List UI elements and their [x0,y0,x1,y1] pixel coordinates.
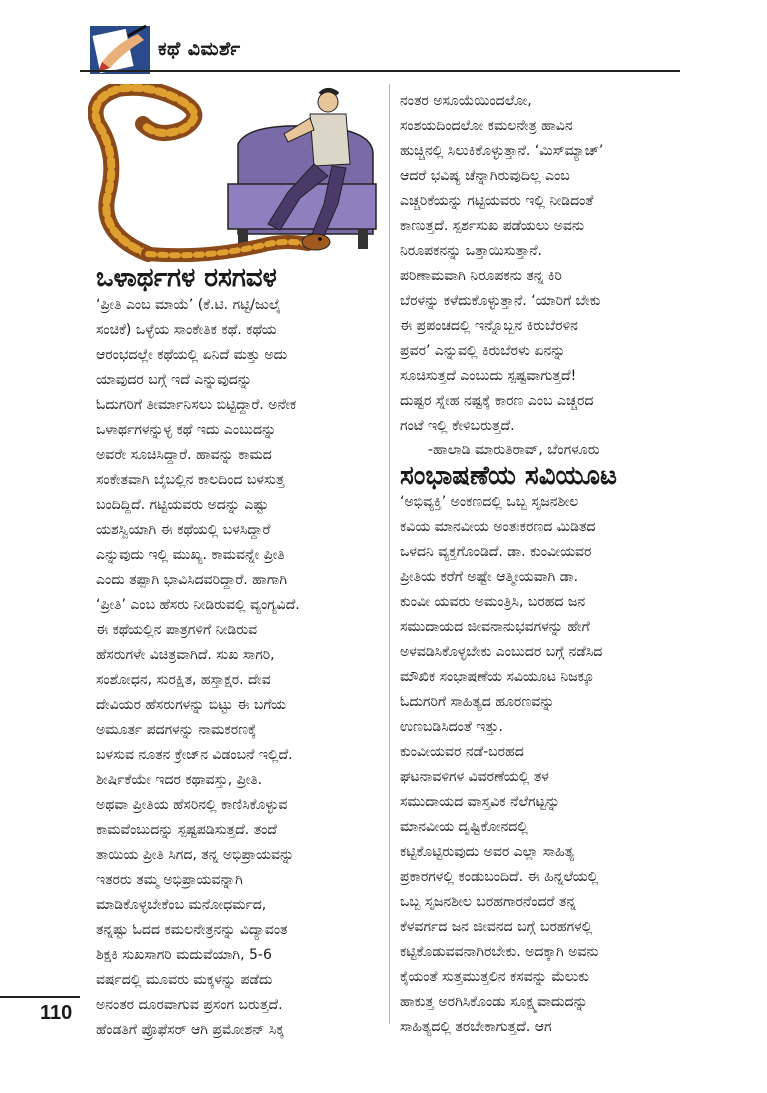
text-line: ಒಳಾರ್ಥಗಳನ್ನುಳ್ಳ ಕಥೆ ಇದು ಎಂಬುದನ್ನು [96,422,277,438]
text-line: ಸಂಚಿಕೆ) ಒಳ್ಳೆಯ ಸಾಂಕೇತಿಕ ಕಥೆ. ಕಥೆಯ [96,322,277,338]
text-line: ಪ್ರೀತಿಯ ಕರೆಗೆ ಅಷ್ಟೇ ಆತ್ಮೀಯವಾಗಿ ಡಾ. [400,569,579,585]
text-line: ಕಾಣುತ್ತದೆ. ಸ್ಪರ್ಶಸುಖ ಪಡೆಯಲು ಅವನು [400,218,585,234]
text-line: ಓದುಗರಿಗೆ ಸಾಹಿತ್ಯದ ಹೂರಣವನ್ನು [400,694,555,710]
text-line: ದುಷ್ಟರ ಸ್ನೇಹ ನಷ್ಟಕ್ಕೆ ಕಾರಣ ಎಂಬ ಎಚ್ಚರದ [400,393,594,409]
text-line: ಅಥವಾ ಪ್ರೀತಿಯ ಹೆಸರಿನಲ್ಲಿ ಕಾಣಿಸಿಕೊಳ್ಳುವ [96,797,288,813]
text-line: ಸೂಚಿಸುತ್ತದೆ ಎಂಬುದು ಸ್ಪಷ್ಟವಾಗುತ್ತದೆ! [400,368,577,384]
text-line: ಒಬ್ಬ ಸೃಜನಶೀಲ ಬರಹಗಾರನೆಂದರೆ ತನ್ನ [400,894,577,910]
article-body-continuation [400,89,603,439]
text-line: ಅವರೇ ಸೂಚಿಸಿದ್ದಾರೆ. ಹಾವನ್ನು ಕಾಮದ [96,447,272,463]
text-line: ಪ್ರವರ’ ಎನ್ನುವಲ್ಲಿ ಕಿರುಬೆರಳು ಏನನ್ನು [400,343,566,359]
text-line: ಅಮೂರ್ತ ಪದಗಳನ್ನು ನಾಮಕರಣಕ್ಕೆ [96,722,257,738]
text-line: ಹಾಕುತ್ತ ಅರಗಿಸಿಕೊಂಡು ಸೂಕ್ಷ್ಮವಾದುದನ್ನು [400,994,588,1010]
text-line: ತನ್ನಷ್ಟು ಓದದ ಕಮಲನೇತ್ರನನ್ನು ವಿದ್ಯಾವಂತ [96,922,288,938]
text-line: ಕೆಳವರ್ಗದ ಜನ ಜೀವನದ ಬಗ್ಗೆ ಬರಹಗಳಲ್ಲಿ [400,919,593,935]
text-line: ಬೆರಳನ್ನು ಕಳೆದುಕೊಳ್ಳುತ್ತಾನೆ. ‘ಯಾರಿಗೆ ಬೇಕು [400,293,601,309]
text-line: ಆದರೆ ಭವಿಷ್ಯ ಚೆನ್ನಾಗಿರುವುದಿಲ್ಲ ಎಂಬ [400,168,570,184]
text-line: ನಿರೂಪಕನನ್ನು ಒತ್ತಾಯಿಸುತ್ತಾನೆ. [400,243,542,259]
text-line: ಮಾನವೀಯ ದೃಷ್ಟಿಕೋನದಲ್ಲಿ [400,819,528,835]
article-heading: ಸಂಭಾಷಣೆಯ ಸವಿಯೂಟ [400,461,617,491]
text-line: ಎನ್ನುವುದು ಇಲ್ಲಿ ಮುಖ್ಯ. ಕಾಮವನ್ನೇ ಪ್ರೀತಿ [96,547,285,563]
text-line: ಕವಿಯ ಮಾನವೀಯ ಅಂತಃಕರಣದ ಮಿಡಿತದ [400,519,596,535]
text-line: ಕಟ್ಟಿಕೊಟ್ಟಿರುವುದು ಅವರ ಎಲ್ಲಾ ಸಾಹಿತ್ಯ [400,844,575,860]
text-line: ‘ಪ್ರೀತಿ’ ಎಂಬ ಹೆಸರು ನೀಡಿರುವಲ್ಲಿ ವ್ಯಂಗ್ಯವಿದೆ. [96,597,300,613]
text-line: ಗಂಟೆ ಇಲ್ಲಿ ಕೇಳಿಬರುತ್ತದೆ. [400,418,515,434]
text-line: ಸಂಶೋಧನ, ಸುರಕ್ಷಿತ, ಹಸ್ತಾಕ್ಷರ. ದೇವ [96,672,271,688]
text-line: ಯಶಸ್ವಿಯಾಗಿ ಈ ಕಥೆಯಲ್ಲಿ ಬಳಸಿದ್ದಾರೆ [96,522,271,538]
text-line: ಇತರರು ತಮ್ಮ ಅಭಿಪ್ರಾಯವನ್ನಾಗಿ [96,872,243,888]
text-line: ವರ್ಷದಲ್ಲಿ ಮೂವರು ಮಕ್ಕಳನ್ನು ಪಡೆದು [96,972,273,988]
text-line: ಆರಂಭದಲ್ಲೇ ಕಥೆಯಲ್ಲಿ ಏನಿದೆ ಮತ್ತು ಅದು [96,347,288,363]
text-line: ಪ್ರಕಾರಗಳಲ್ಲಿ ಕಂಡುಬಂದಿದೆ. ಈ ಹಿನ್ನಲೆಯಲ್ಲಿ [400,869,599,885]
text-line: ಬಂದಿದ್ದಿದೆ. ಗಟ್ಟಿಯವರು ಅದನ್ನು ಎಷ್ಟು [96,497,269,513]
text-line: ಎಂದು ತಪ್ಪಾಗಿ ಭಾವಿಸಿದವರಿದ್ದಾರೆ. ಹಾಗಾಗಿ [96,572,287,588]
page-number: 110 [40,1002,73,1024]
text-line: ಸಮುದಾಯದ ವಾಸ್ತವಿಕ ನೆಲೆಗಟ್ಟನ್ನು [400,794,560,810]
text-line: ಬಳಸುವ ನೂತನ ಕ್ರೇಜ್‌ನ ವಿಡಂಬನೆ ಇಲ್ಲಿದೆ. [96,747,293,763]
text-line: ಮಾಡಿಕೊಳ್ಳಬೇಕೆಂಬ ಮನೋಧರ್ಮದ, [96,897,267,913]
text-line: ಈ ಪ್ರಪಂಚದಲ್ಲಿ ಇನ್ನೊಬ್ಬನ ಕಿರುಬೆರಳಿನ [400,318,578,334]
text-line: ಹುಚ್ಚಿನಲ್ಲಿ ಸಿಲುಕಿಕೊಳ್ಳುತ್ತಾನೆ. ‘ಮಿಸ್‌ಮ್ಯಾಚ್’ [400,143,604,159]
text-line: ಸಂಶಯದಿಂದಲೋ ಕಮಲನೇತ್ರ ಹಾವಿನ [400,118,573,134]
text-line: ಈ ಕಥೆಯಲ್ಲಿನ ಪಾತ್ರಗಳಿಗೆ ನೀಡಿರುವ [96,622,258,638]
text-line: ಅಳವಡಿಸಿಕೊಳ್ಳಬೇಕು ಎಂಬುದರ ಬಗ್ಗೆ ನಡೆಸಿದ [400,644,603,660]
text-line: ಕುಂವೀ ಯವರು ಅಮಂತ್ರಿಸಿ, ಬರಹದ ಜನ [400,594,586,610]
text-line: ಕಟ್ಟಿಕೊಡುವವನಾಗಿರಬೇಕು. ಅದಕ್ಕಾಗಿ ಅವನು [400,944,599,960]
snake-man-on-sofa-illustration [88,84,378,262]
section-title: ಕಥೆ ವಿಮರ್ಶೆ [158,38,241,60]
text-line: ಕೈಯಂತೆ ಸುತ್ತಮುತ್ತಲಿನ ಕಸವನ್ನು ಮೆಲುಕು [400,969,589,985]
text-line: ಶಿಕ್ಷಕಿ ಸುಖಸಾಗರಿ ಮದುವೆಯಾಗಿ, 5-6 [96,947,272,963]
text-line: ದೇವಿಯರ ಹೆಸರುಗಳನ್ನು ಬಿಟ್ಟು ಈ ಬಗೆಯ [96,697,287,713]
text-line: ಓದುಗರಿಗೆ ತೀರ್ಮಾನಿಸಲು ಬಿಟ್ಟಿದ್ದಾರೆ. ಅನೇಕ [96,397,297,413]
text-line: ಶೀರ್ಷಿಕೆಯೇ ಇದರ ಕಥಾವಸ್ತು, ಪ್ರೀತಿ. [96,772,263,788]
text-line: ಮೌಖಿಕ ಸಂಭಾಷಣೆಯ ಸವಿಯೂಟ ನಿಜಕ್ಕೂ [400,669,595,685]
text-line: ಸಾಹಿತ್ಯದಲ್ಲಿ ತರಬೇಕಾಗುತ್ತದೆ. ಆಗ [400,1019,552,1035]
text-line: ‘ಅಭಿವ್ಯಕ್ತಿ’ ಅಂಕಣದಲ್ಲಿ ಒಬ್ಬ ಸೃಜನಶೀಲ [400,494,579,510]
writing-hand-icon [88,22,152,76]
text-line: ಒಳದನಿ ವ್ಯಕ್ತಗೊಂಡಿದೆ. ಡಾ. ಕುಂವೀಯವರ [400,544,592,560]
text-line: ಘಟನಾವಳಿಗಳ ವಿವರಣೆಯಲ್ಲಿ ತಳ [400,769,549,785]
text-line: ಹೆಸರುಗಳೇ ವಿಚಿತ್ರವಾಗಿದೆ. ಸುಖ ಸಾಗರಿ, [96,647,275,663]
text-line: ‘ಪ್ರೀತಿ ಎಂಬ ಮಾಯೆ’ (ಕೆ.ಟಿ. ಗಟ್ಟಿ/ಜುಲೈ [96,297,281,313]
article-author: -ಹಾಲಾಡಿ ಮಾರುತಿರಾವ್, ಬೆಂಗಳೂರು [428,442,600,458]
text-line: ನಂತರ ಅಸೂಯೆಯಿಂದಲೋ, [400,93,532,109]
text-line: ಕುಂವೀಯವರ ನಡೆ-ಬರಹದ [400,744,524,760]
text-line: ಪರಿಣಾಮವಾಗಿ ನಿರೂಪಕನು ತನ್ನ ಕಿರಿ [400,268,562,284]
header-divider [80,70,680,72]
page-number-rule [0,996,80,998]
text-line: ಸಮುದಾಯದ ಜೀವನಾನುಭವಗಳನ್ನು ಹೇಗೆ [400,619,590,635]
article-body [400,490,602,1040]
text-line: ಕಾಮವೆಂಬುದನ್ನು ಸ್ಪಷ್ಟಪಡಿಸುತ್ತದೆ. ತಂದೆ [96,822,277,838]
text-line: ಸಂಕೇತವಾಗಿ ಬೈಬಲ್ಲಿನ ಕಾಲದಿಂದ ಬಳಸುತ್ತ [96,472,285,488]
text-line: ಉಣಬಡಿಸಿದಂತೆ ಇತ್ತು. [400,719,503,735]
article-body-left [96,293,300,1043]
text-line: ಯಾವುದರ ಬಗ್ಗೆ ಇದೆ ಎನ್ನುವುದನ್ನು [96,372,252,388]
article-heading: ಒಳಾರ್ಥಗಳ ರಸಗವಳ [96,263,277,293]
column-divider [389,84,390,1024]
text-line: ತಾಯಿಯ ಪ್ರೀತಿ ಸಿಗದ, ತನ್ನ ಅಭಿಪ್ರಾಯವನ್ನು [96,847,295,863]
text-line: ಹೆಂಡತಿಗೆ ಪ್ರೊಫೆಸರ್ ಆಗಿ ಪ್ರಮೋಶನ್ ಸಿಕ್ಕ [96,1022,284,1038]
text-line: ಅನಂತರ ದೂರವಾಗುವ ಪ್ರಸಂಗ ಬರುತ್ತದೆ. [96,997,283,1013]
text-line: ಎಚ್ಚರಿಕೆಯನ್ನು ಗಟ್ಟಿಯವರು ಇಲ್ಲಿ ನೀಡಿದಂತೆ [400,193,594,209]
